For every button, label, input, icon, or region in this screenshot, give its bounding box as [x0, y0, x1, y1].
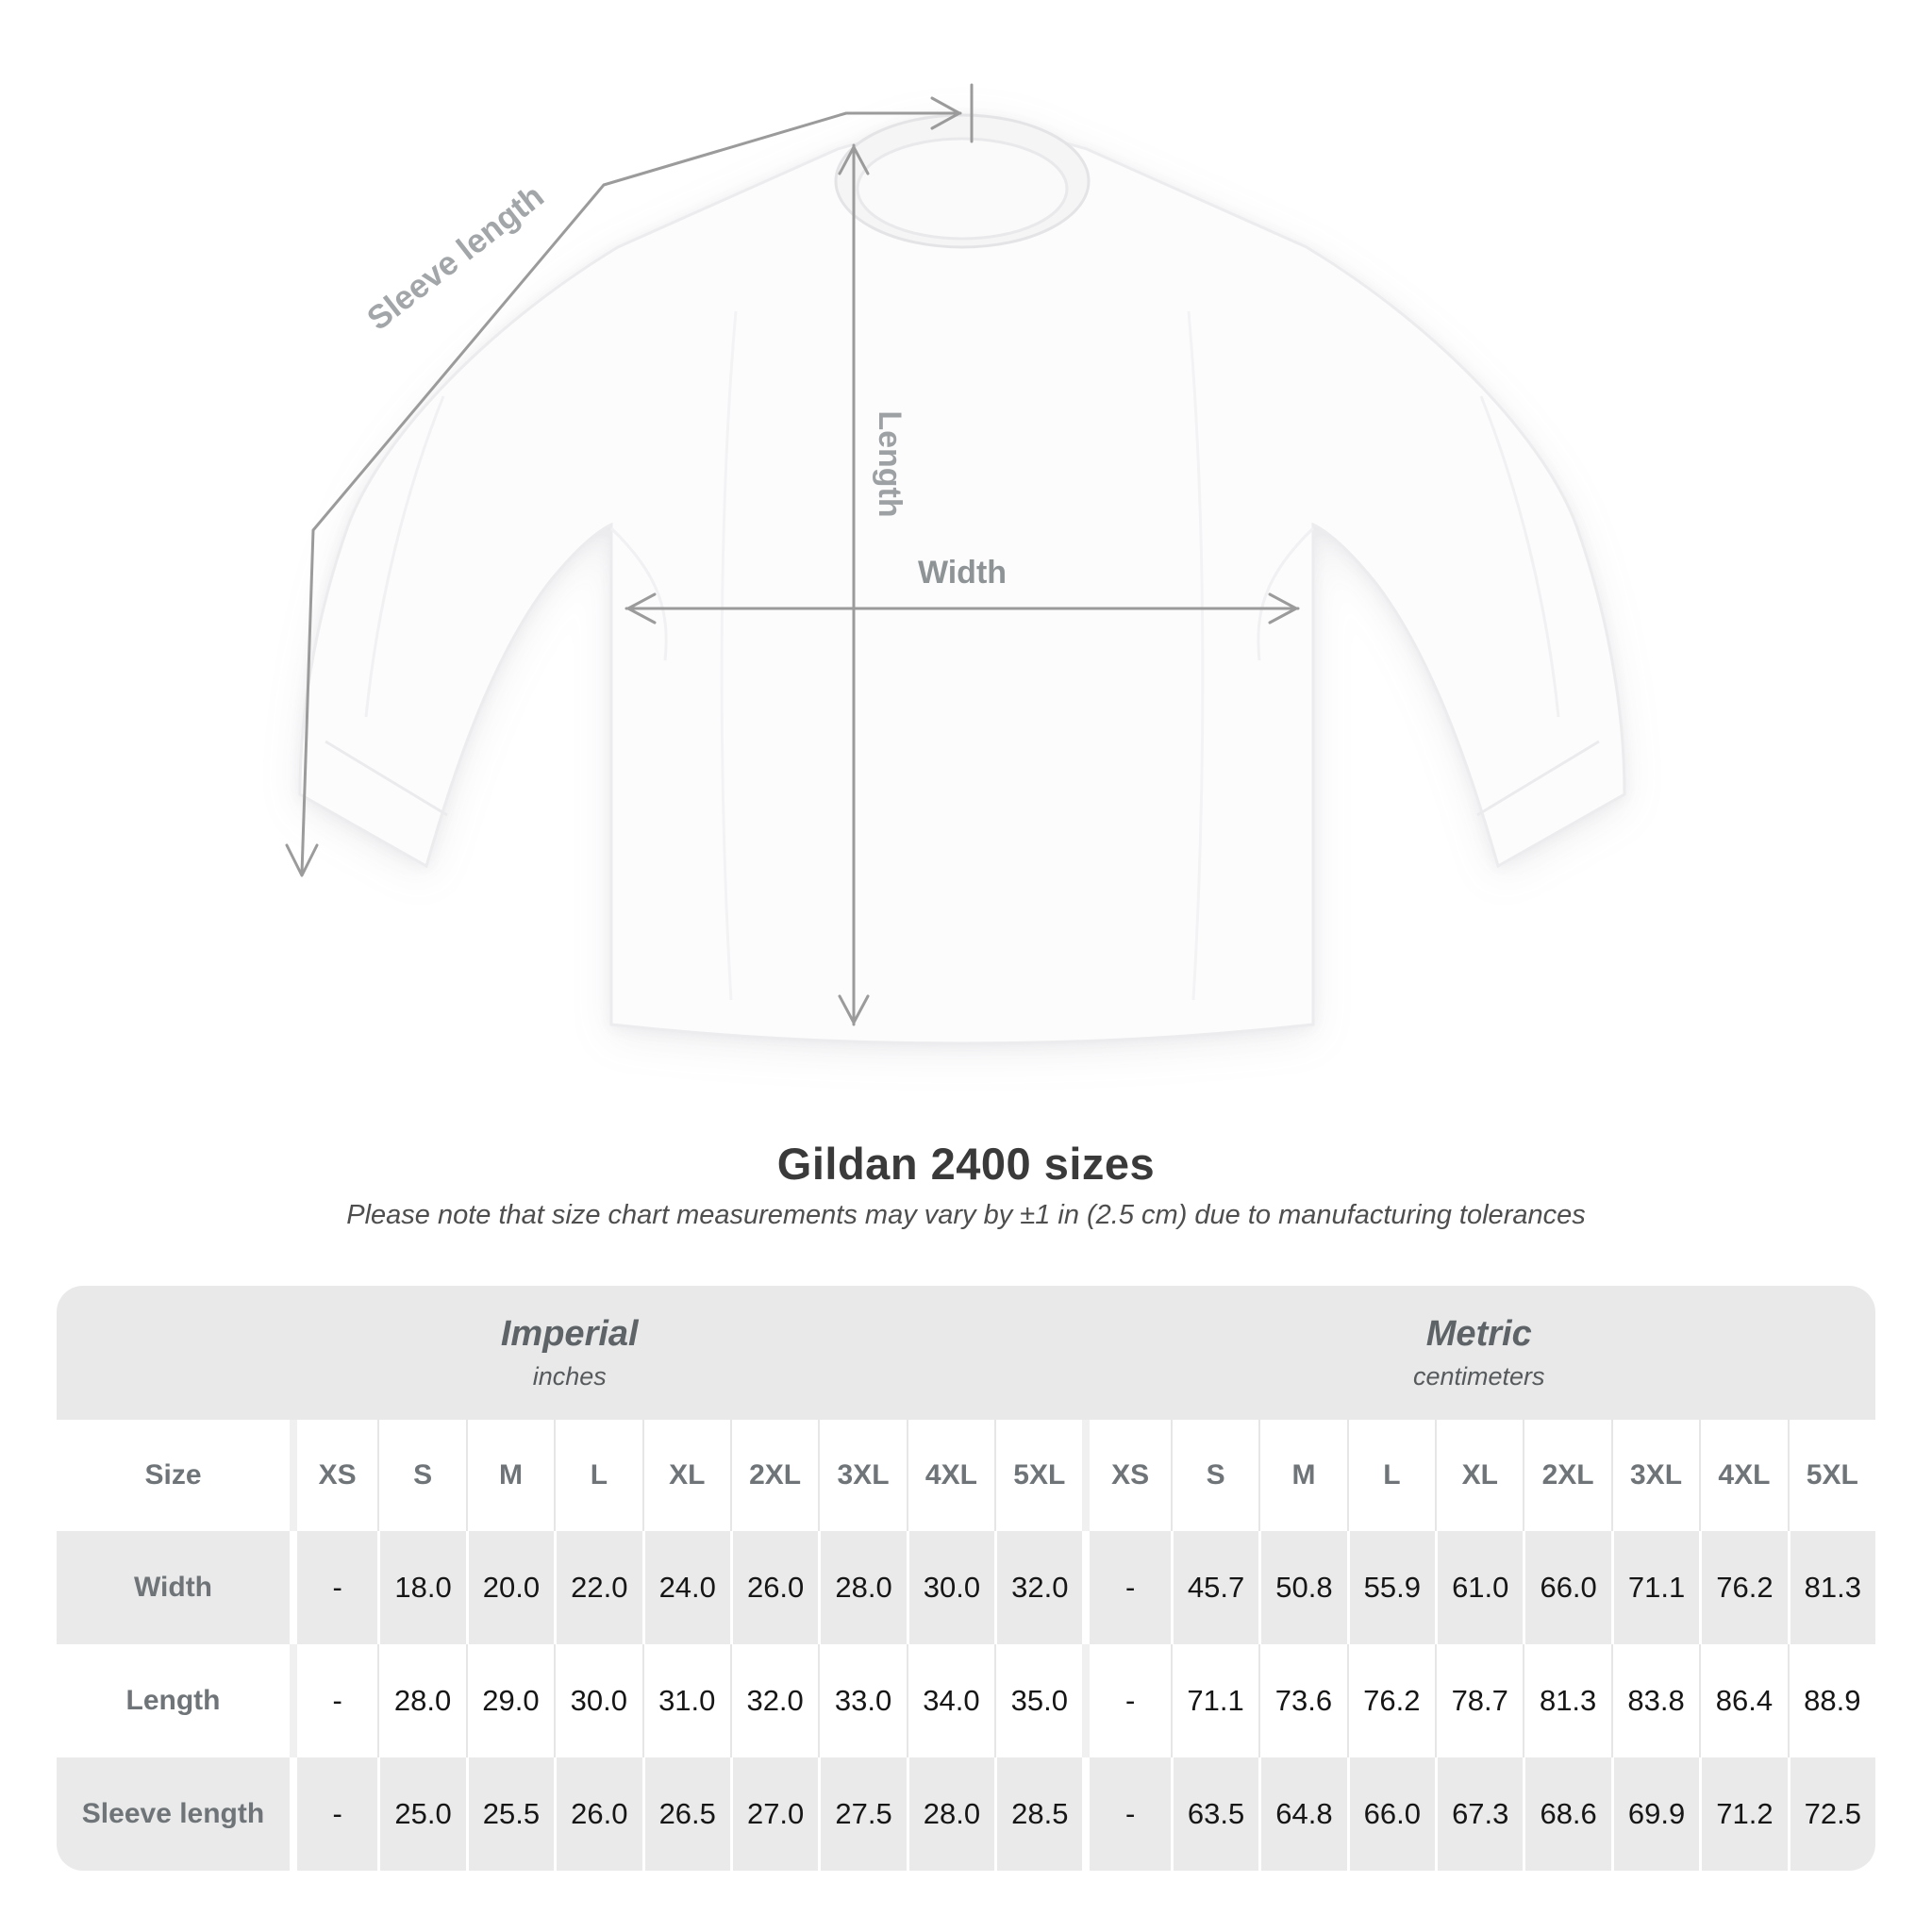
value-cell: 28.0 — [907, 1757, 994, 1871]
row-label: Width — [133, 1572, 213, 1603]
value-cell: 71.2 — [1699, 1757, 1787, 1871]
value-cell: 26.0 — [730, 1531, 818, 1644]
value-cell: 78.7 — [1435, 1644, 1523, 1757]
size-header-cell: 2XL — [1523, 1420, 1610, 1531]
metric-label: Metric — [1425, 1314, 1532, 1354]
value-cell: 29.0 — [466, 1644, 554, 1757]
value-cell: 33.0 — [818, 1644, 906, 1757]
value-cell: 61.0 — [1435, 1531, 1523, 1644]
size-header-cell: L — [554, 1420, 641, 1531]
value-cell: 34.0 — [907, 1644, 994, 1757]
size-header-cell: M — [466, 1420, 554, 1531]
unit-header-band — [57, 1286, 1875, 1420]
unit-group-metric — [1083, 1286, 1876, 1420]
value-cell: 76.2 — [1347, 1644, 1435, 1757]
page-title: Gildan 2400 sizes — [776, 1139, 1156, 1189]
row-label: Sleeve length — [81, 1798, 265, 1829]
size-header-cell: 3XL — [1611, 1420, 1699, 1531]
value-cell: 81.3 — [1788, 1531, 1875, 1644]
value-cell: 28.5 — [994, 1757, 1082, 1871]
value-cell: 31.0 — [642, 1644, 730, 1757]
size-header-cell: XS — [290, 1420, 377, 1531]
value-cell: 28.0 — [377, 1644, 465, 1757]
size-header-cell: 3XL — [818, 1420, 906, 1531]
value-cell: 71.1 — [1171, 1644, 1258, 1757]
table-row — [57, 1531, 1875, 1644]
value-cell: 63.5 — [1171, 1757, 1258, 1871]
value-cell: 68.6 — [1523, 1757, 1610, 1871]
value-cell: 76.2 — [1699, 1531, 1787, 1644]
imperial-label: Imperial — [500, 1314, 639, 1354]
value-cell: 71.1 — [1611, 1531, 1699, 1644]
size-header-cell: S — [377, 1420, 465, 1531]
size-header-cell: XL — [642, 1420, 730, 1531]
length-label: Length — [872, 410, 908, 518]
table-rows — [57, 1531, 1875, 1871]
value-cell: 66.0 — [1523, 1531, 1610, 1644]
value-cell: 35.0 — [994, 1644, 1082, 1757]
value-cell: 72.5 — [1788, 1757, 1875, 1871]
size-column-header: Size — [144, 1459, 202, 1491]
size-header-row — [57, 1420, 1875, 1531]
value-cell: - — [1082, 1531, 1170, 1644]
value-cell: 83.8 — [1611, 1644, 1699, 1757]
value-cell: 26.0 — [554, 1757, 641, 1871]
value-cell: 30.0 — [907, 1531, 994, 1644]
value-cell: 45.7 — [1171, 1531, 1258, 1644]
size-header-cell: 4XL — [907, 1420, 994, 1531]
value-cell: 22.0 — [554, 1531, 641, 1644]
value-cell: 18.0 — [377, 1531, 465, 1644]
table-row — [57, 1757, 1875, 1871]
value-cell: 50.8 — [1258, 1531, 1346, 1644]
size-table — [57, 1286, 1875, 1871]
value-cell: 88.9 — [1788, 1644, 1875, 1757]
metric-unit: centimeters — [1412, 1362, 1545, 1391]
value-cell: - — [1082, 1644, 1170, 1757]
value-cell: 20.0 — [466, 1531, 554, 1644]
size-header-cell: 5XL — [1788, 1420, 1875, 1531]
value-cell: 25.0 — [377, 1757, 465, 1871]
sleeve-length-label: Sleeve length — [360, 177, 551, 338]
value-cell: 27.5 — [818, 1757, 906, 1871]
value-cell: - — [290, 1644, 377, 1757]
size-header-cell: M — [1258, 1420, 1346, 1531]
value-cell: - — [290, 1531, 377, 1644]
value-cell: 66.0 — [1347, 1757, 1435, 1871]
tolerance-note: Please note that size chart measurements may vary by ±1 in (2.5 cm) due to manufacturing tolerances — [346, 1200, 1586, 1230]
value-cell: 73.6 — [1258, 1644, 1346, 1757]
value-cell: 27.0 — [730, 1757, 818, 1871]
value-cell: 67.3 — [1435, 1757, 1523, 1871]
size-header-cell: 2XL — [730, 1420, 818, 1531]
value-cell: 30.0 — [554, 1644, 641, 1757]
size-header-cell: L — [1347, 1420, 1435, 1531]
value-cell: 32.0 — [994, 1531, 1082, 1644]
width-label: Width — [917, 555, 1008, 591]
size-header-cell: S — [1171, 1420, 1258, 1531]
size-header-cell: XL — [1435, 1420, 1523, 1531]
value-cell: 25.5 — [466, 1757, 554, 1871]
value-cell: 81.3 — [1523, 1644, 1610, 1757]
size-header-cell: XS — [1082, 1420, 1170, 1531]
value-cell: 64.8 — [1258, 1757, 1346, 1871]
value-cell: 69.9 — [1611, 1757, 1699, 1871]
size-header-cell: 4XL — [1699, 1420, 1787, 1531]
value-cell: 28.0 — [818, 1531, 906, 1644]
value-cell: 26.5 — [642, 1757, 730, 1871]
value-cell: - — [290, 1757, 377, 1871]
row-label: Length — [125, 1685, 221, 1716]
size-header-cell: 5XL — [994, 1420, 1082, 1531]
value-cell: 24.0 — [642, 1531, 730, 1644]
unit-group-imperial — [57, 1286, 1083, 1420]
value-cell: 32.0 — [730, 1644, 818, 1757]
table-row — [57, 1644, 1875, 1757]
value-cell: 55.9 — [1347, 1531, 1435, 1644]
imperial-unit: inches — [532, 1362, 607, 1391]
value-cell: 86.4 — [1699, 1644, 1787, 1757]
value-cell: - — [1082, 1757, 1170, 1871]
